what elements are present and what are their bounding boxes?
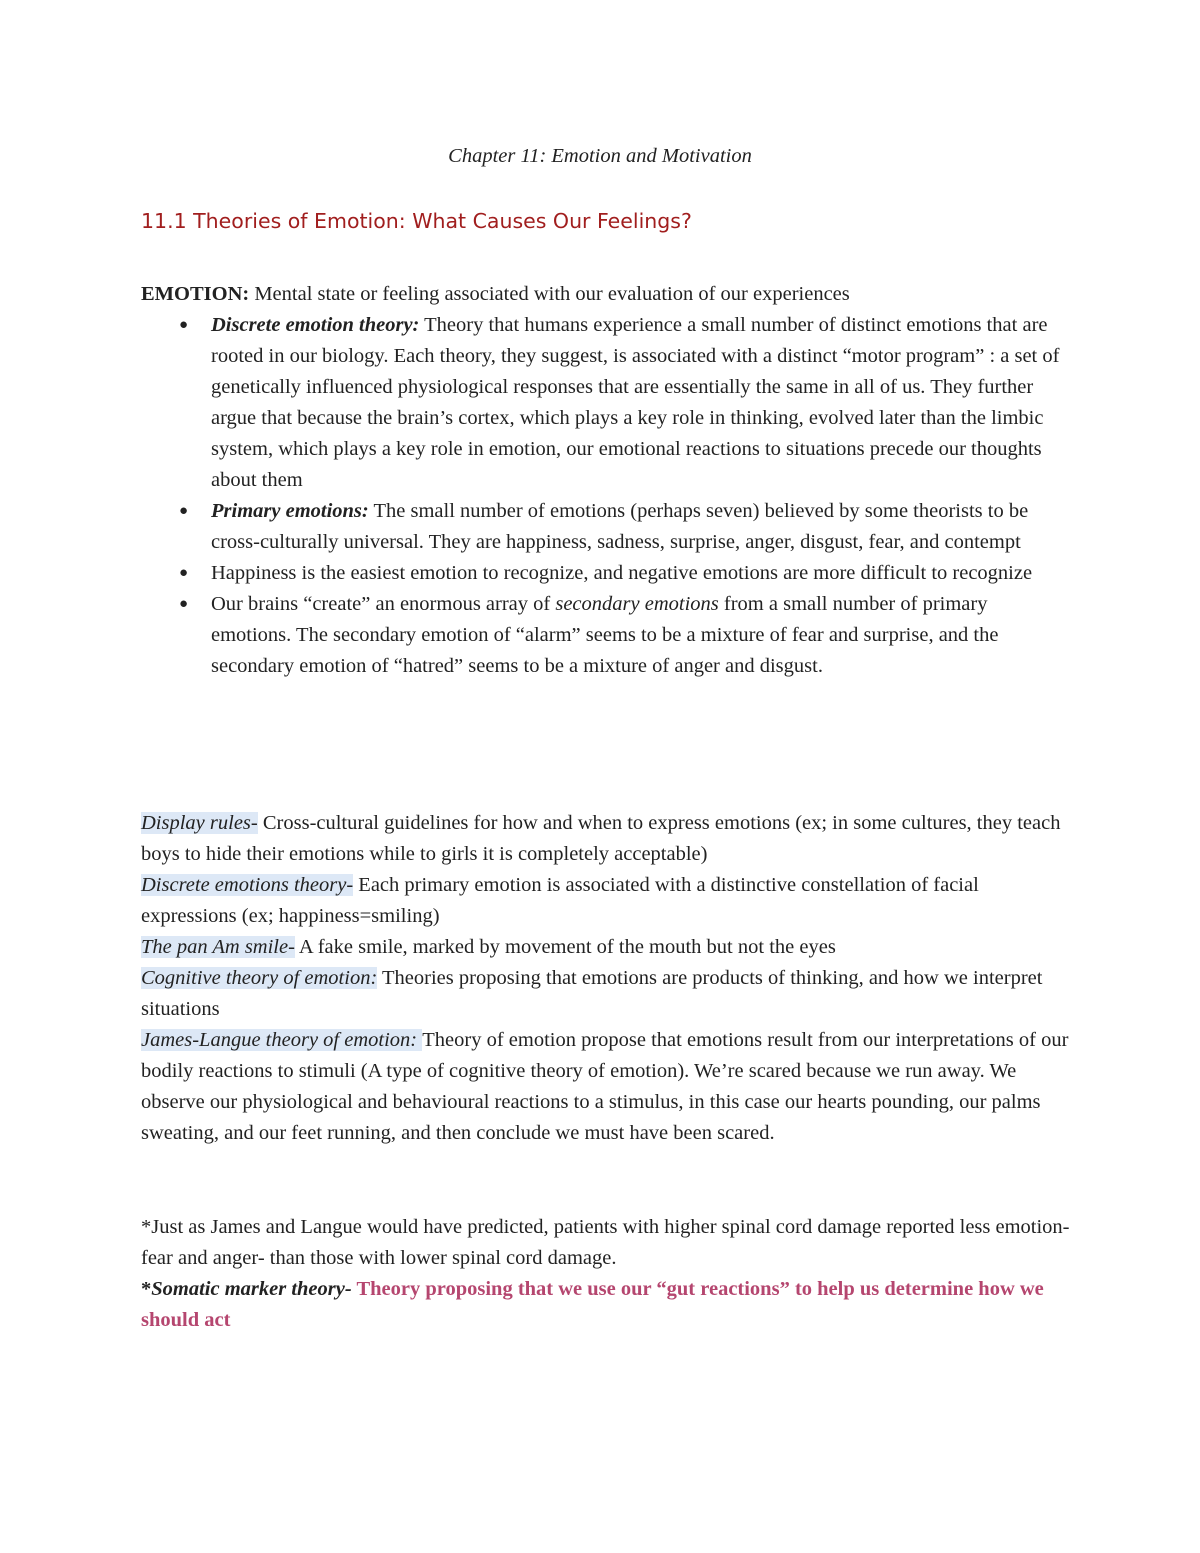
emotion-definition: [141, 279, 1071, 310]
term-row-james-langue: [141, 1025, 1071, 1149]
term-text: Theories proposing that emotions are products of thinking, and how we interpret situations: [141, 967, 1043, 1020]
bullet-term: Primary emotions:: [211, 500, 369, 522]
note-spinal-cord: *Just as James and Langue would have predicted, patients with higher spinal cord damage reported less emotion- fear and anger- than those with lower spinal cord damage.: [141, 1216, 1070, 1269]
note-star: *: [141, 1278, 152, 1300]
bullet-item: [141, 496, 1071, 558]
term-row-cognitive-theory: [141, 963, 1071, 1025]
bullet-term: Discrete emotion theory:: [211, 314, 420, 336]
bullet-text-pre: Our brains “create” an enormous array of: [211, 593, 556, 615]
term-label: Cognitive theory of emotion:: [141, 967, 378, 989]
notes-section: [141, 1212, 1071, 1336]
bullet-item: [141, 589, 1071, 682]
term-text: Cross-cultural guidelines for how and when to express emotions (ex; in some cultures, they teach boys to hide their emotions while to girls it is completely acceptable): [141, 812, 1061, 865]
term-label: James-Langue theory of emotion:: [141, 1029, 423, 1051]
term-label: Display rules-: [141, 812, 258, 834]
bullet-dot-icon: ●: [179, 503, 189, 519]
emotion-term: EMOTION:: [141, 283, 250, 305]
term-definitions: [141, 808, 1071, 1149]
section-heading: 11.1 Theories of Emotion: What Causes Our Feelings?: [141, 209, 692, 233]
note-somatic-marker: [141, 1274, 1071, 1336]
bullet-item: [141, 310, 1071, 496]
chapter-title: Chapter 11: Emotion and Motivation: [448, 145, 752, 167]
bullet-dot-icon: ●: [179, 596, 189, 612]
term-row-discrete-emotions: [141, 870, 1071, 932]
bullet-dot-icon: ●: [179, 317, 189, 333]
term-row-pan-am-smile: [141, 932, 1071, 963]
term-label: Discrete emotions theory-: [141, 874, 354, 896]
bullet-text-post: from a small number of primary emotions. The secondary emotion of “alarm” seems to be a mixture of fear and surprise, and the secondary emotion of “hatred” seems to be a mixture of anger and disgust.: [211, 593, 999, 677]
bullet-text-italic: secondary emotions: [555, 593, 719, 615]
note-text: Theory proposing that we use our “gut reactions” to help us determine how we should act: [141, 1278, 1044, 1331]
bullet-item: [141, 558, 1071, 589]
emotion-definition-text: Mental state or feeling associated with our evaluation of our experiences: [249, 283, 850, 305]
bullet-dot-icon: ●: [179, 565, 189, 581]
bullet-text: Happiness is the easiest emotion to recognize, and negative emotions are more difficult to recognize: [211, 562, 1033, 584]
term-row-display-rules: [141, 808, 1071, 870]
bullet-text: The small number of emotions (perhaps seven) believed by some theorists to be cross-culturally universal. They are happiness, sadness, surprise, anger, disgust, fear, and contempt: [211, 500, 1029, 553]
note-term: Somatic marker theory-: [151, 1278, 352, 1300]
term-text: Theory of emotion propose that emotions result from our interpretations of our bodily reactions to stimuli (A type of cognitive theory of emotion). We’re scared because we run away. We observe our physiological and behavioural reactions to a stimulus, in this case our hearts pounding, our palms sweating, and our feet running, and then conclude we must have been scared.: [141, 1029, 1069, 1144]
term-text: Each primary emotion is associated with a distinctive constellation of facial expressions (ex; happiness=smiling): [141, 874, 979, 927]
term-text: A fake smile, marked by movement of the mouth but not the eyes: [294, 936, 836, 958]
bullet-list: [141, 310, 1071, 682]
term-label: The pan Am smile-: [141, 936, 295, 958]
bullet-text: Theory that humans experience a small number of distinct emotions that are rooted in our biology. Each theory, they suggest, is associated with a distinct “motor program” : a set of genetically influenced physiological responses that are essentially the same in all of us. They further argue that because the brain’s cortex, which plays a key role in thinking, evolved later than the limbic system, which plays a key role in emotion, our emotional reactions to situations precede our thoughts about them: [211, 314, 1060, 491]
